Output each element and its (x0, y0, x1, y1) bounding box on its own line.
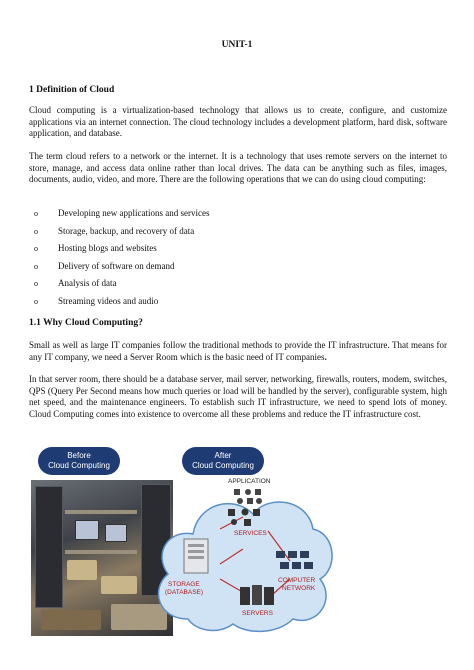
bullet-icon: o (34, 279, 38, 288)
paragraph-definition: Cloud computing is a virtualization-based technology that allows us to create, configure, and customize applications via an internet connection. The cloud technology includes a development platform, hard disk, software application, and database. (29, 105, 447, 139)
bullet-icon: o (34, 209, 38, 218)
list-item: o Developing new applications and services (34, 208, 210, 218)
list-item: o Storage, backup, and recovery of data (34, 225, 195, 236)
servers-label: SERVERS (242, 610, 273, 617)
servers-icon (240, 585, 274, 605)
storage-label: STORAGE (168, 581, 200, 588)
paragraph-server-room: Small as well as large IT companies follow the traditional methods to provide the IT infrastructure. That means for any IT company, we need a Server Room which is the basic need of IT companies. (29, 340, 447, 362)
list-item: o Streaming videos and audio (34, 295, 159, 306)
operations-list (29, 208, 449, 313)
network-label: COMPUTER (278, 577, 316, 584)
before-after-figure (28, 447, 448, 647)
bullet-icon: o (34, 296, 38, 306)
application-label: APPLICATION (228, 478, 271, 485)
services-label: SERVICES (234, 530, 267, 537)
section-heading-definition: 1 Definition of Cloud (29, 85, 115, 95)
bullet-icon: o (34, 244, 38, 253)
bullet-icon: o (34, 226, 38, 236)
database-server-icon (184, 539, 208, 573)
bullet-icon: o (34, 261, 38, 271)
section-heading-why-cloud: 1.1 Why Cloud Computing? (29, 318, 143, 328)
storage-sub-label: (DATABASE) (165, 589, 204, 596)
network-sub-label: NETWORK (282, 585, 316, 592)
list-item: o Delivery of software on demand (34, 260, 175, 271)
before-label: Before Cloud Computing (38, 447, 120, 475)
unit-title: UNIT-1 (221, 40, 253, 50)
list-item: o Hosting blogs and websites (34, 243, 157, 253)
paragraph-infrastructure: In that server room, there should be a database server, mail server, networking, firewalls, routers, modem, switches, QPS (Query Per Second means how much queries or load will be handled by the server), configurable system, high net speed, and the maintenance engineers. To establish such IT infrastructure, we need to spend lots of money. Cloud Computing comes into existence to overcome all these problems and reduce the IT infrastructure cost. (29, 374, 447, 419)
cloud-diagram (148, 469, 338, 639)
paragraph-term-cloud: The term cloud refers to a network or the internet. It is a technology that uses remote servers on the internet to store, manage, and access data online rather than local drives. The data can be anything such as files, images, documents, audio, video, and more. There are the following operations that we can do using cloud computing: (29, 151, 447, 185)
after-label: After Cloud Computing (182, 447, 264, 475)
application-icons (234, 489, 262, 504)
list-item: o Analysis of data (34, 278, 117, 288)
